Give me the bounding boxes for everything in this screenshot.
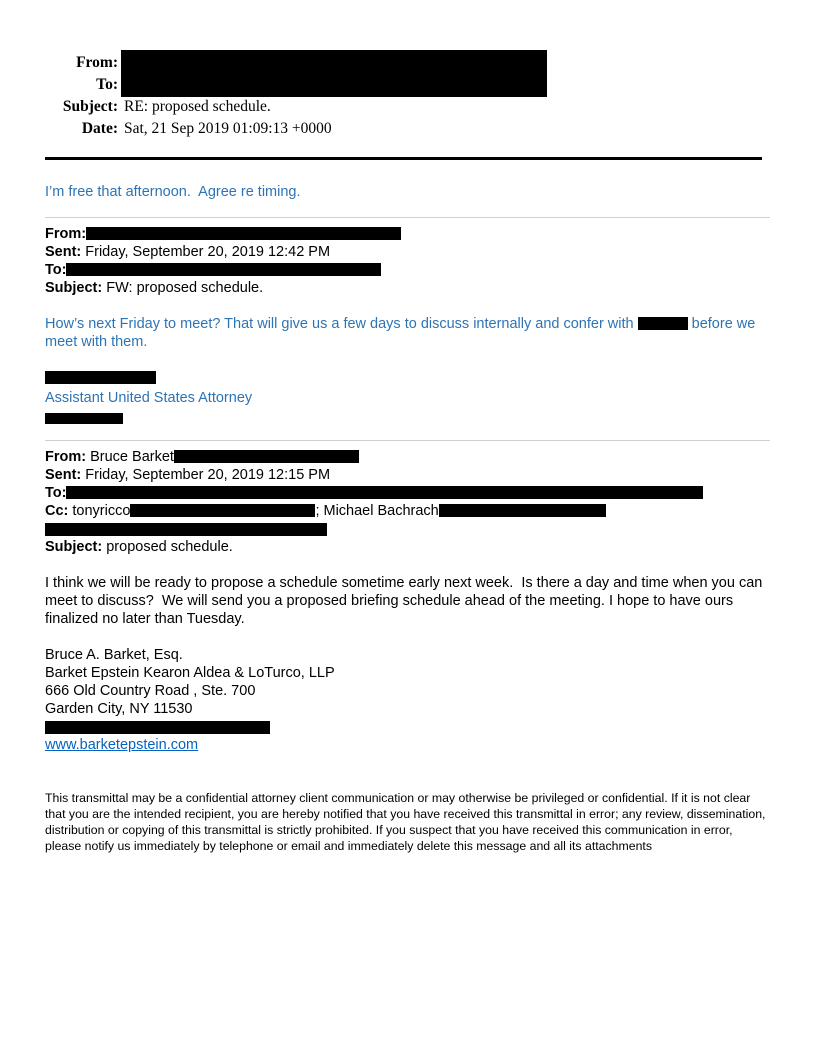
quote2-cc-label: Cc:	[45, 503, 69, 519]
quote-divider-2	[45, 440, 770, 441]
quote1-subject-line	[45, 279, 770, 297]
quote2-body: I think we will be ready to propose a schedule sometime early next week. Is there a day and time when you can meet to discuss? We will send you a proposed briefing schedule ahead of the meeting. I hope to have ours finalized no later than Tuesday.	[45, 575, 767, 627]
redaction-bar-inline-name	[638, 317, 688, 330]
email-top-header	[45, 52, 770, 140]
header-date-label: Date:	[81, 120, 118, 137]
quote2-sent-label: Sent:	[45, 467, 82, 483]
quote1-subject-value: FW: proposed schedule.	[102, 280, 264, 296]
signature-block	[45, 646, 770, 754]
quote1-from-line	[45, 225, 770, 243]
quote2-sent-line	[45, 466, 770, 484]
quote1-sent-value: Friday, September 20, 2019 12:42 PM	[81, 244, 331, 260]
redaction-bar-quote2-cc3	[45, 523, 327, 536]
quote2-to-label: To:	[45, 485, 67, 501]
quote2-subject-value: proposed schedule.	[102, 539, 233, 555]
quote1-to-label: To:	[45, 262, 67, 278]
quote2-sent-value: Friday, September 20, 2019 12:15 PM	[81, 467, 331, 483]
signature-firm: Barket Epstein Kearon Aldea & LoTurco, LLP	[45, 665, 335, 681]
quote2-header	[45, 448, 770, 556]
quote1-subject-label: Subject:	[45, 280, 103, 296]
quote2-cc-value2: ; Michael Bachrach	[315, 503, 439, 519]
quote2-subject-label: Subject:	[45, 539, 103, 555]
redaction-bar-quote2-to	[66, 486, 703, 499]
quote2-from-line	[45, 448, 770, 466]
quote1-body-part1: How’s next Friday to meet? That will give us a few days to discuss internally and confer with	[45, 316, 638, 332]
header-subject-row	[45, 96, 770, 118]
quote1-header	[45, 225, 770, 297]
quote2-from-label: From:	[45, 449, 87, 465]
redaction-bar-quote2-cc2	[439, 504, 606, 517]
redaction-bar-quote1-to	[66, 263, 381, 276]
redaction-bar-ausa-phone	[45, 413, 123, 424]
quote1-sent-label: Sent:	[45, 244, 82, 260]
header-date-value: Sat, 21 Sep 2019 01:09:13 +0000	[124, 120, 332, 137]
signature-name: Bruce A. Barket, Esq.	[45, 647, 183, 663]
redaction-bar-quote2-cc1	[130, 504, 315, 517]
redaction-bar-signature-phone	[45, 721, 270, 734]
signature-city-state-zip: Garden City, NY 11530	[45, 701, 193, 717]
quote-divider-1	[45, 217, 770, 218]
quote1-body-part2: before we meet with them.	[45, 316, 760, 350]
quote1-to-line	[45, 261, 770, 279]
signature-address: 666 Old Country Road , Ste. 700	[45, 683, 256, 699]
disclaimer-text: This transmittal may be a confidential attorney client communication or may otherwise be privileged or confidential. If it is not clear that you are the intended recipient, you are hereby notified that you have received this transmittal in error; any review, dissemination, distribution or copying of this transmittal is strictly prohibited. If you suspect that you have received this communication in error, please notify us immediately by telephone or email and immediately delete this message and all its attachments	[45, 791, 769, 853]
quote2-to-line	[45, 484, 770, 502]
quote2-from-value: Bruce Barket	[86, 449, 174, 465]
quote2-cc-line	[45, 502, 770, 520]
quote1-body	[45, 315, 770, 351]
quote1-from-label: From:	[45, 226, 87, 242]
quote2-subject-line	[45, 538, 770, 556]
ausa-title: Assistant United States Attorney	[45, 390, 253, 406]
header-subject-value: RE: proposed schedule.	[124, 98, 271, 115]
header-to-label: To:	[96, 76, 118, 93]
redaction-bar-quote2-from	[174, 450, 359, 463]
header-separator-rule	[45, 157, 762, 160]
header-from-label: From:	[76, 54, 118, 71]
website-link[interactable]: www.barketepstein.com	[45, 737, 199, 753]
redaction-bar-from-to	[121, 50, 547, 97]
header-subject-label: Subject:	[62, 98, 118, 115]
reply-text: I’m free that afternoon. Agree re timing.	[45, 184, 301, 200]
quote2-cc-value1: tonyricco	[68, 503, 131, 519]
redaction-bar-ausa-name	[45, 371, 156, 384]
redaction-bar-quote1-from	[86, 227, 401, 240]
quote1-sent-line	[45, 243, 770, 261]
header-date-row	[45, 118, 770, 140]
